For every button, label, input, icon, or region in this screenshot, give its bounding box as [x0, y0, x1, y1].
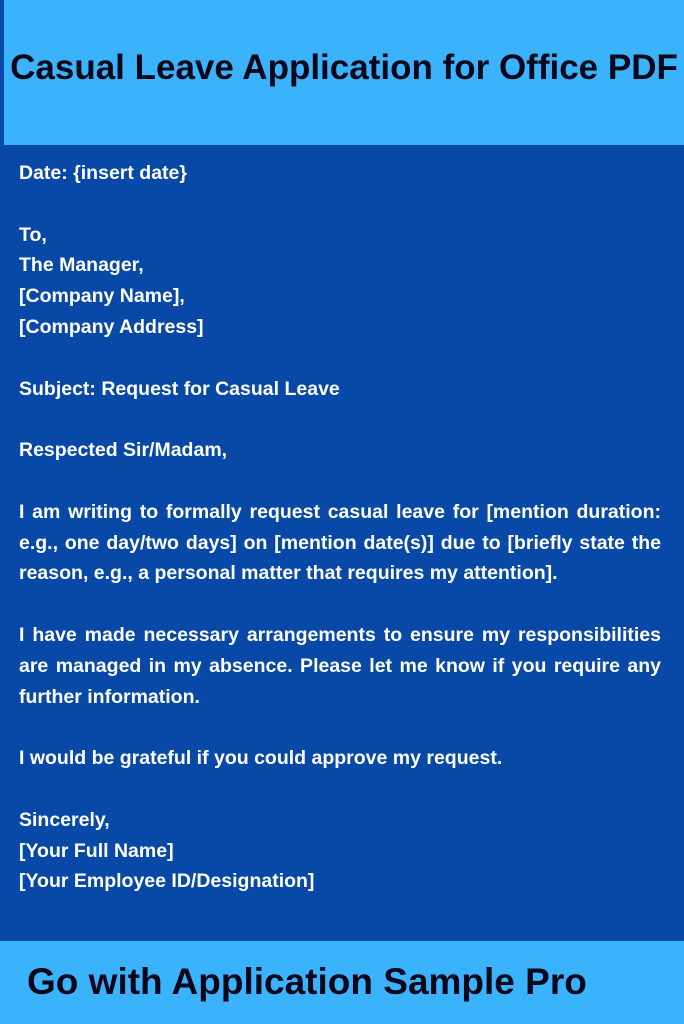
recipient-to: To,: [19, 223, 47, 246]
signature-id: [Your Employee ID/Designation]: [19, 870, 315, 893]
letter-salutation: Respected Sir/Madam,: [19, 439, 228, 462]
recipient-block: [19, 220, 661, 343]
letter-body: [0, 145, 684, 941]
page-title: Casual Leave Application for Office PDF: [10, 48, 678, 87]
footer-banner: [0, 941, 684, 1024]
recipient-title: The Manager,: [19, 254, 144, 277]
signature-block: [19, 805, 661, 897]
footer-brand-text: Go with Application Sample Pro: [27, 961, 587, 1002]
letter-date: Date: {insert date}: [19, 162, 187, 184]
letter-paragraph-closing-request: I would be grateful if you could approve my request.: [19, 747, 503, 770]
letter-paragraph-arrangements: I have made necessary arrangements to ensure my responsibilities are managed in my absence. Please let me know if you require any further information.: [19, 623, 661, 708]
recipient-company-address: [Company Address]: [19, 315, 204, 338]
signature-name: [Your Full Name]: [19, 839, 174, 862]
letter-subject: Subject: Request for Casual Leave: [19, 377, 340, 400]
letter-paragraph-request: I am writing to formally request casual leave for [mention duration: e.g., one day/two days] on [mention date(s)] due to [briefly state the reason, e.g., a personal matter that requires my attention].: [19, 500, 661, 585]
recipient-company-name: [Company Name],: [19, 285, 185, 308]
header-banner: [0, 0, 684, 145]
signature-closing: Sincerely,: [19, 808, 110, 831]
